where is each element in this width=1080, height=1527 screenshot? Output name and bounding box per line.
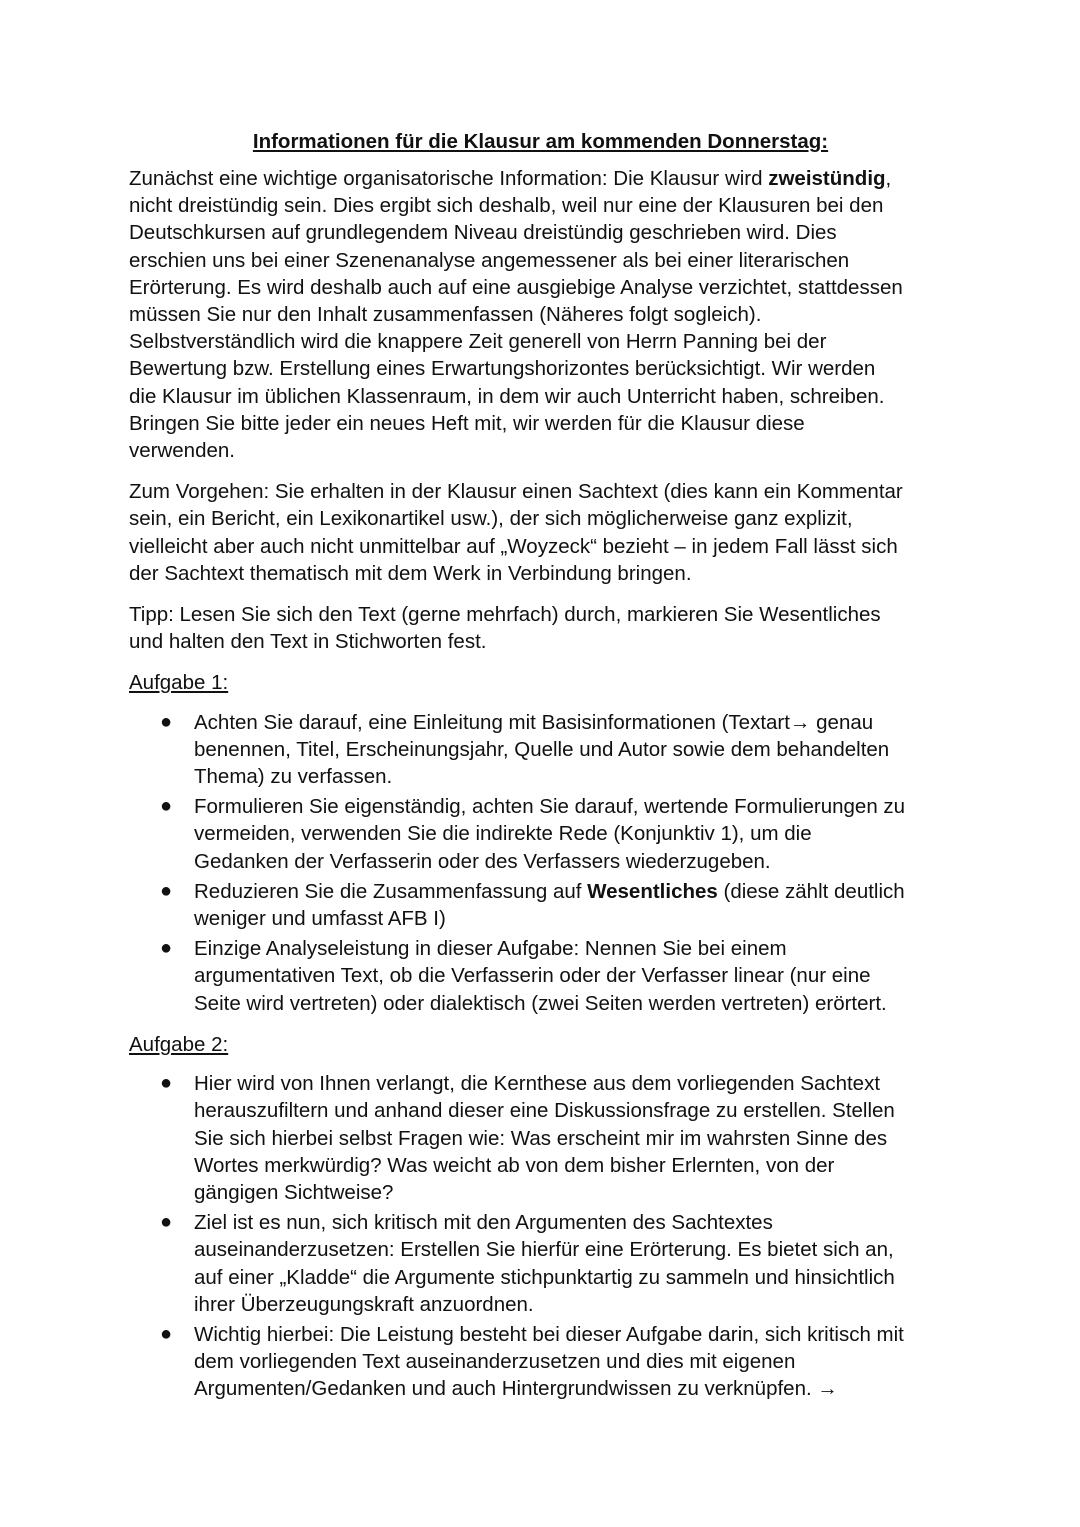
task-1-item-3 [160,878,952,932]
task-1-item-3-bold: Wesentliches [587,879,718,903]
task-2-item-3 [160,1321,952,1403]
task-2-item-1 [160,1070,952,1206]
task-2-item-2-text: Ziel ist es nun, sich kritisch mit den Argumenten des Sachtextes auseinanderzusetzen: Erstellen Sie hierfür eine Erörterung. Es bietet sich an, auf einer „Kladde“ die Argumente stichpunktartig zu sammeln und hinsichtlich ihrer Überzeugungskraft anzuordnen. [194,1211,895,1316]
task-1-list [129,709,952,1017]
bullet-icon: ● [160,1211,173,1234]
task-1-item-1-text: Achten Sie darauf, eine Einleitung mit Basisinformationen (Textart→ genau benennen, Titel, Erscheinungsjahr, Quelle und Autor sowie dem behandelten Thema) zu verfassen. [194,710,890,789]
task-1-heading: Aufgabe 1: [129,671,229,695]
intro-bold-duration: zweistündig [768,167,886,190]
task-2-heading: Aufgabe 2: [129,1032,229,1056]
task-1-item-2-text: Formulieren Sie eigenständig, achten Sie darauf, wertende Formulierungen zu vermeiden, verwenden Sie die indirekte Rede (Konjunktiv 1), um die Gedanken der Verfasserin oder des Verfassers wiederzugeben. [194,795,906,873]
bullet-icon: ● [160,1322,173,1345]
intro-text-start: Zunächst eine wichtige organisatorische Information: Die Klausur wird [129,167,769,190]
task-2-item-1-text: Hier wird von Ihnen verlangt, die Kernthese aus dem vorliegenden Sachtext herauszufiltern und anhand dieser eine Diskussionsfrage zu erstellen. Stellen Sie sich hierbei selbst Fragen wie: Was erscheint mir im wahrsten Sinne des Wortes merkwürdig? Was weicht ab von dem bisher Erlernten, von der gängigen Sichtweise? [194,1072,895,1204]
procedure-paragraph: Zum Vorgehen: Sie erhalten in der Klausur einen Sachtext (dies kann ein Kommentar sein, ein Bericht, ein Lexikonartikel usw.), der sich möglicherweise ganz explizit, vielleicht aber auch nicht unmittelbar auf „Woyzeck“ bezieht – in jedem Fall lässt sich der Sachtext thematisch mit dem Werk in Verbindung bringen. [129,480,903,585]
task-2-item-3-text: Wichtig hierbei: Die Leistung besteht bei dieser Aufgabe darin, sich kritisch mit dem vorliegenden Text auseinanderzusetzen und dies mit eigenen Argumenten/Gedanken und auch Hintergrundwissen zu verknüpfen. → [194,1322,904,1401]
bullet-icon: ● [160,879,173,902]
task-1-item-3-text-start: Reduzieren Sie die Zusammenfassung auf [194,879,588,903]
intro-text-rest: , nicht dreistündig sein. Dies ergibt sich deshalb, weil nur eine der Klausuren bei den Deutschkursen auf grundlegendem Niveau dreistündig geschrieben wird. Dies erschien uns bei einer Szenenanalyse angemessener als bei einer literarischen Erörterung. Es wird deshalb auch auf eine ausgiebige Analyse verzichtet, stattdessen müssen Sie nur den Inhalt zusammenfassen (Näheres folgt sogleich). Selbstverständlich wird die knappere Zeit generell von Herrn Panning bei der Bewertung bzw. Erstellung eines Erwartungshorizontes berücksichtigt. Wir werden die Klausur im üblichen Klassenraum, in dem wir auch Unterricht haben, schreiben. Bringen Sie bitte jeder ein neues Heft mit, wir werden für die Klausur diese verwenden. [129,167,903,463]
tip-paragraph: Tipp: Lesen Sie sich den Text (gerne mehrfach) durch, markieren Sie Wesentliches und halten den Text in Stichworten fest. [129,603,881,654]
bullet-icon: ● [160,937,173,960]
intro-paragraph [129,165,952,464]
document-title: Informationen für die Klausur am kommenden Donnerstag: [252,130,829,153]
task-1-item-4 [160,935,952,1017]
bullet-icon: ● [160,710,173,733]
task-1-item-3-text-rest: (diese zählt deutlich weniger und umfasst AFB I) [194,879,905,931]
task-1-item-1 [160,709,952,791]
task-2-list [129,1070,952,1402]
task-1-item-2 [160,793,952,875]
task-2-item-2 [160,1209,952,1318]
bullet-icon: ● [160,1072,173,1095]
task-1-item-4-text: Einzige Analyseleistung in dieser Aufgabe: Nennen Sie bei einem argumentativen Text, ob die Verfasserin oder der Verfasser linear (nur eine Seite wird vertreten) oder dialektisch (zwei Seiten werden vertreten) erörtert. [194,937,887,1015]
bullet-icon: ● [160,795,173,818]
